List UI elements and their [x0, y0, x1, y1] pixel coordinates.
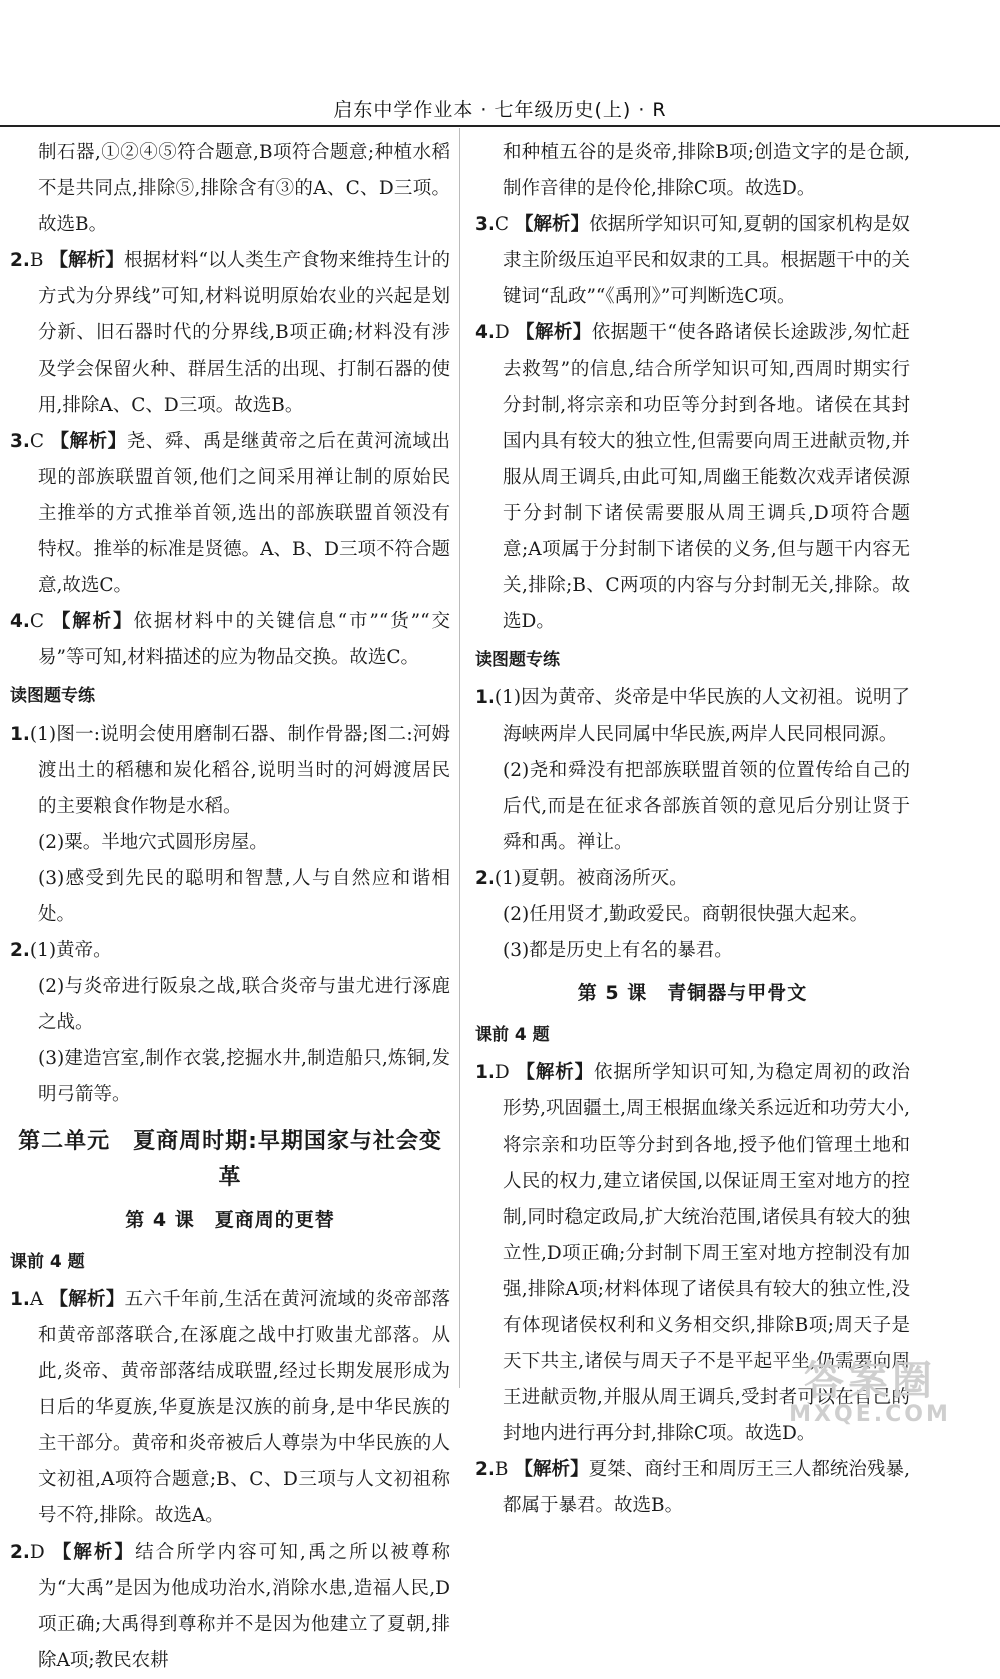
header-rule — [0, 125, 1000, 127]
analysis-tag: 【解析】 — [516, 322, 592, 344]
answer-item — [10, 604, 450, 676]
answer-choice: A — [29, 1288, 44, 1310]
answer-item — [475, 1452, 910, 1524]
right-column — [475, 135, 910, 1525]
answer-item — [10, 243, 450, 423]
question-number: 4. — [475, 322, 495, 344]
answer-item — [10, 933, 450, 969]
analysis-tag: 【解析】 — [49, 250, 124, 272]
analysis-tag: 【解析】 — [52, 1541, 136, 1563]
section-heading: 读图题专练 — [10, 686, 95, 707]
answer-explanation: (1)夏朝。被商汤所灭。 — [494, 867, 688, 889]
analysis-tag: 【解析】 — [49, 1288, 125, 1310]
lesson-title: 第 5 课 青铜器与甲骨文 — [577, 982, 808, 1005]
answer-item — [475, 207, 910, 315]
question-number: 1. — [10, 723, 30, 745]
question-number: 3. — [10, 430, 30, 452]
answer-explanation: 依据所学知识可知,夏朝的国家机构是奴隶主阶级压迫平民和奴隶的工具。根据题干中的关键词“乱政”“《禹刑》”可判断选C项。 — [503, 214, 911, 308]
answer-explanation: 根据材料“以人类生产食物来维持生计的方式为分界线”可知,材料说明原始农业的兴起是划分新、旧石器时代的分界线,B项正确;材料没有涉及学会保留火种、群居生活的出现、打制石器的使用,排除A、C、D三项。故选B。 — [38, 250, 450, 416]
section-heading: 课前 4 题 — [475, 1025, 550, 1046]
analysis-tag: 【解析】 — [516, 1062, 595, 1084]
question-number: 2. — [10, 1541, 30, 1563]
answer-explanation: 依据所学知识可知,为稳定周初的政治形势,巩固疆土,周王根据血缘关系远近和功劳大小,将宗亲和功臣等分封到各地,授予他们管理土地和人民的权力,建立诸侯国,以保证周王室对地方的控制,同时稳定政局,扩大统治范围,诸侯具有较大的独立性,D项正确;分封制下周王室对地方控制没有加强,排除A项;材料体现了诸侯具有较大的独立性,没有体现诸侯权利和义务相交织,排除B项;周天子是天下共主,诸侯与周天子不是平起平坐,仍需要向周王进献贡物,并服从周王调兵,受封者可以在自己的封地内进行再分封,排除C项。故选D。 — [503, 1062, 910, 1445]
question-number: 4. — [10, 611, 30, 633]
question-number: 2. — [475, 867, 495, 889]
answer-explanation: (1)图一:说明会使用磨制石器、制作骨器;图二:河姆渡出土的稻穗和炭化稻谷,说明当时的河姆渡居民的主要粮食作物是水稻。 — [29, 723, 450, 817]
site-watermark — [760, 1359, 980, 1429]
answer-item — [10, 717, 450, 825]
answer-choice: B — [29, 250, 44, 272]
answer-text: 制石器,①②④⑤符合题意,B项符合题意;种植水稻不是共同点,排除⑤,排除含有③的A、C、D三项。故选B。 — [38, 142, 450, 236]
answer-text: (3)建造宫室,制作衣裳,挖掘水井,制造船只,炼铜,发明弓箭等。 — [38, 1048, 450, 1106]
analysis-tag: 【解析】 — [514, 1459, 589, 1481]
question-number: 1. — [475, 1062, 495, 1084]
watermark-logo: 答案圈 — [804, 1358, 936, 1404]
answer-explanation: (1)黄帝。 — [29, 940, 112, 962]
answer-explanation: 依据题干“使各路诸侯长途跋涉,匆忙赶去救驾”的信息,结合所学知识可知,西周时期实行分封制,将宗亲和功臣等分封到各地。诸侯在其封国内具有较大的独立性,但需要向周王进献贡物,并服从周王调兵,由此可知,周幽王能数次戏弄诸侯源于分封制下诸侯需要服从周王调兵,D项符合题意;A项属于分封制下诸侯的义务,但与题干内容无关,排除;B、C两项的内容与分封制无关,排除。故选D。 — [503, 322, 910, 633]
analysis-tag: 【解析】 — [514, 214, 590, 236]
answer-item — [475, 315, 910, 640]
answer-item — [475, 680, 910, 752]
analysis-tag: 【解析】 — [51, 611, 134, 633]
answer-explanation: 尧、舜、禹是继黄帝之后在黄河流域出现的部族联盟首领,他们之间采用禅让制的原始民主推举的方式推举首领,选出的部族联盟首领没有特权。推举的标准是贤德。A、B、D三项不符合题意,故选C。 — [38, 430, 450, 597]
question-number: 1. — [10, 1288, 30, 1310]
answer-text: (3)感受到先民的聪明和智慧,人与自然应和谐相处。 — [38, 867, 450, 925]
answer-explanation: 结合所学内容可知,禹之所以被尊称为“大禹”是因为他成功治水,消除水患,造福人民,D项正确;大禹得到尊称并不是因为他建立了夏朝,排除A项;教民农耕 — [38, 1541, 450, 1671]
answer-choice: D — [494, 322, 510, 344]
question-number: 1. — [475, 687, 495, 709]
answer-explanation: (1)因为黄帝、炎帝是中华民族的人文初祖。说明了海峡两岸人民同属中华民族,两岸人民同根同源。 — [494, 687, 910, 745]
left-column — [10, 135, 450, 1679]
answer-item — [10, 1535, 450, 1679]
unit-title: 第二单元 夏商周时期:早期国家与社会变革 — [18, 1128, 442, 1190]
lesson-title: 第 4 课 夏商周的更替 — [125, 1208, 335, 1231]
answer-item — [10, 1282, 450, 1535]
answer-choice: D — [29, 1541, 45, 1563]
answer-text: 和种植五谷的是炎帝,排除B项;创造文字的是仓颉,制作音律的是伶伦,排除C项。故选D。 — [503, 142, 910, 200]
answer-text: (2)与炎帝进行阪泉之战,联合炎帝与蚩尤进行涿鹿之战。 — [38, 976, 450, 1034]
watermark-url: MXQE.COM — [789, 1402, 951, 1427]
answer-text: (2)任用贤才,勤政爱民。商朝很快强大起来。 — [503, 903, 869, 925]
answer-explanation: 夏桀、商纣王和周厉王三人都统治残暴,都属于暴君。故选B。 — [503, 1459, 910, 1517]
answer-item — [475, 861, 910, 897]
answer-choice: C — [29, 430, 45, 452]
answer-explanation: 五六千年前,生活在黄河流域的炎帝部落和黄帝部落联合,在涿鹿之战中打败蚩尤部落。从此,炎帝、黄帝部落结成联盟,经过长期发展形成为日后的华夏族,华夏族是汉族的前身,是中华民族的主干部分。黄帝和炎帝被后人尊崇为中华民族的人文初祖,A项符合题意;B、C、D三项与人文初祖称号不符,排除。故选A。 — [38, 1288, 450, 1527]
question-number: 3. — [475, 214, 495, 236]
question-number: 2. — [475, 1459, 495, 1481]
running-header: 启东中学作业本 · 七年级历史(上) · R — [333, 99, 667, 121]
answer-choice: C — [29, 611, 45, 633]
answer-explanation: 依据材料中的关键信息“市”“货”“交易”等可知,材料描述的应为物品交换。故选C。 — [38, 611, 450, 669]
column-divider — [459, 128, 460, 1388]
answer-choice: B — [494, 1459, 509, 1481]
analysis-tag: 【解析】 — [50, 430, 127, 452]
answer-item — [10, 424, 450, 604]
question-number: 2. — [10, 940, 30, 962]
answer-text: (2)粟。半地穴式圆形房屋。 — [38, 831, 268, 853]
answer-choice: D — [494, 1062, 510, 1084]
answer-choice: C — [494, 214, 510, 236]
answer-text: (3)都是历史上有名的暴君。 — [503, 940, 733, 962]
section-heading: 课前 4 题 — [10, 1251, 85, 1272]
section-heading: 读图题专练 — [475, 650, 560, 671]
question-number: 2. — [10, 250, 30, 272]
answer-text: (2)尧和舜没有把部族联盟首领的位置传给自己的后代,而是在征求各部族首领的意见后分别让贤于舜和禹。禅让。 — [503, 759, 910, 853]
